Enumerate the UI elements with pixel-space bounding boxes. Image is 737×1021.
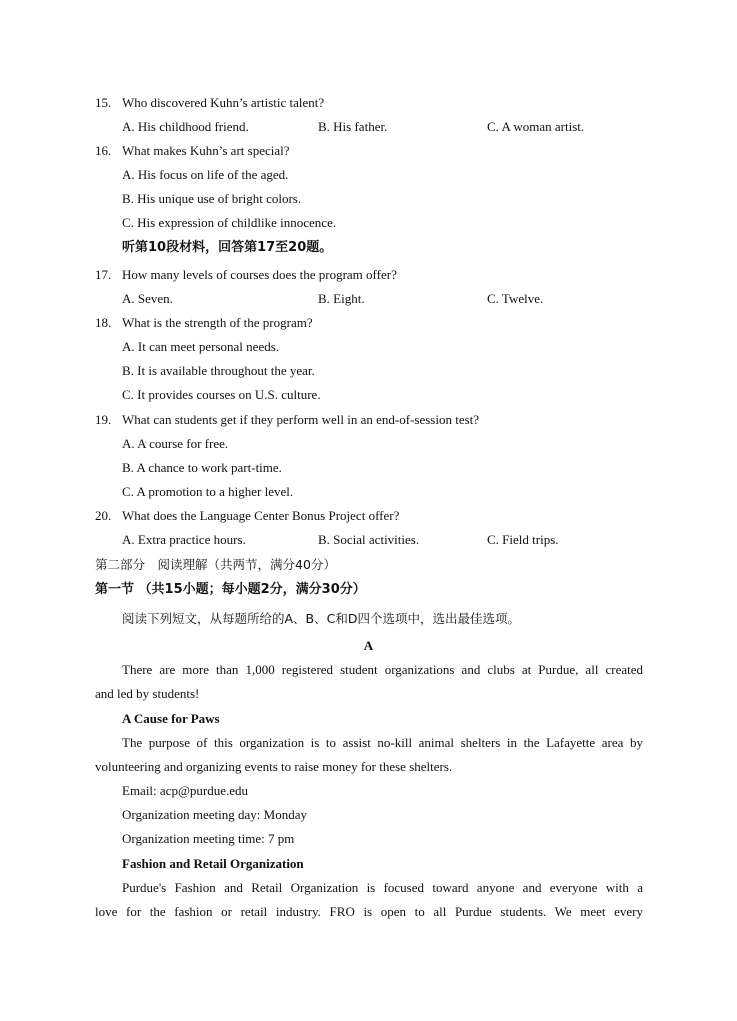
org-meeting-time: Organization meeting time: 7 pm <box>122 831 295 846</box>
option-c: C. A woman artist. <box>487 119 585 134</box>
question-text: How many levels of courses does the program offer? <box>122 267 397 282</box>
org-desc-line-2: volunteering and organizing events to raise money for these shelters. <box>95 759 453 774</box>
option-b: B. Eight. <box>318 291 365 306</box>
option-a: A. His focus on life of the aged. <box>122 167 289 182</box>
intro-line-2: and led by students! <box>95 686 200 701</box>
org-title: A Cause for Paws <box>122 711 220 726</box>
question-text: What does the Language Center Bonus Project offer? <box>122 508 400 523</box>
option-b: B. A chance to work part-time. <box>122 460 282 475</box>
org-desc-line-1: Purdue's Fashion and Retail Organization is focused toward anyone and everyone with a <box>122 880 643 895</box>
option-c: C. Twelve. <box>487 291 544 306</box>
intro-line-1: There are more than 1,000 registered student organizations and clubs at Purdue, all created <box>122 662 643 677</box>
section-instruction: 听第10段材料，回答第17至20题。 <box>122 240 333 255</box>
question-text: What makes Kuhn’s art special? <box>122 143 290 158</box>
option-c: C. Field trips. <box>487 532 559 547</box>
passage-label: A <box>363 638 374 653</box>
option-c: C. It provides courses on U.S. culture. <box>122 387 321 402</box>
option-c: C. His expression of childlike innocence. <box>122 215 337 230</box>
question-number: 16. <box>95 143 112 158</box>
org-email: Email: acp@purdue.edu <box>122 783 249 798</box>
question-number: 20. <box>95 508 112 523</box>
part-heading: 第二部分 阅读理解（共两节，满分40分） <box>95 557 336 572</box>
org-desc-line-2: love for the fashion or retail industry. FRO is open to all Purdue students. We meet every <box>95 904 643 919</box>
question-text: What is the strength of the program? <box>122 315 313 330</box>
org-desc-line-1: The purpose of this organization is to assist no-kill animal shelters in the Lafayette area by <box>122 735 643 750</box>
option-a: A. His childhood friend. <box>122 119 249 134</box>
reading-instruction: 阅读下列短文，从每题所给的A、B、C和D四个选项中，选出最佳选项。 <box>122 611 520 626</box>
question-text: What can students get if they perform well in an end-of-session test? <box>122 412 480 427</box>
option-a: A. A course for free. <box>122 436 229 451</box>
option-b: B. His unique use of bright colors. <box>122 191 302 206</box>
option-a: A. It can meet personal needs. <box>122 339 280 354</box>
question-number: 19. <box>95 412 112 427</box>
option-b: B. Social activities. <box>318 532 420 547</box>
org-title: Fashion and Retail Organization <box>122 856 304 871</box>
option-a: A. Extra practice hours. <box>122 532 246 547</box>
option-a: A. Seven. <box>122 291 173 306</box>
option-b: B. It is available throughout the year. <box>122 363 315 378</box>
section-heading: 第一节 （共15小题；每小题2分，满分30分） <box>95 582 366 597</box>
question-number: 17. <box>95 267 112 282</box>
question-text: Who discovered Kuhn’s artistic talent? <box>122 95 325 110</box>
option-b: B. His father. <box>318 119 388 134</box>
question-number: 18. <box>95 315 112 330</box>
org-meeting-day: Organization meeting day: Monday <box>122 807 307 822</box>
question-number: 15. <box>95 95 112 110</box>
option-c: C. A promotion to a higher level. <box>122 484 294 499</box>
